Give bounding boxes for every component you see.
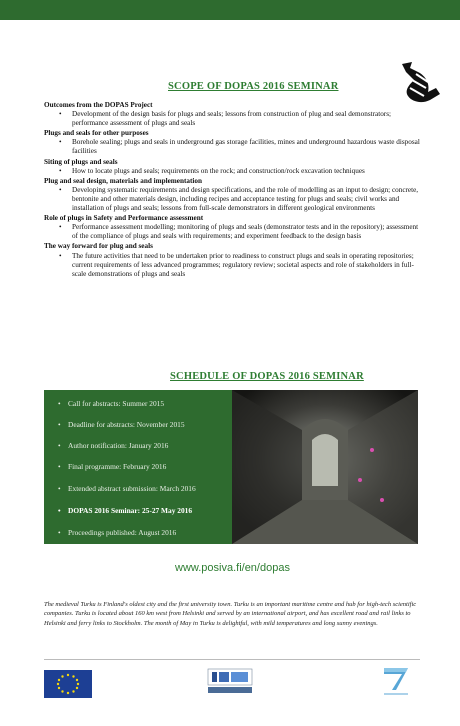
schedule-item: • Call for abstracts: Summer 2015 [58, 399, 165, 408]
schedule-item: • Author notification: January 2016 [58, 441, 169, 450]
schedule-item: • Final programme: February 2016 [58, 462, 167, 471]
seal-animal-logo [396, 58, 442, 106]
schedule-box [44, 390, 232, 544]
top-banner [0, 0, 460, 20]
list-item: • How to locate plugs and seals; requirements on the rock; and construction/rock excavation techniques [59, 166, 365, 175]
list-item: • The future activities that need to be undertaken prior to readiness to construct plugs and seals in operating repositories; current requirements of less advanced programmes; regulatory review; societal aspects and role of stakeholders in full-scale demonstrations of plugs and seals [59, 251, 414, 278]
section-heading: Plug and seal design, materials and implementation [44, 176, 202, 185]
list-item: • Borehole sealing; plugs and seals in underground gas storage facilities, mines and underground hazardous waste disposal facilities [59, 138, 420, 156]
turku-description: The medieval Turku is Finland's oldest city and the first university town. Turku is an important maritime centre and hub for high-tech scientific companies. Turku is located about 160 km west from Helsinki and served by an international airport, and has excellent road and rail links to Helsinki and ferry links to Stockholm. The month of May in Turku is delightful, with mild temperatures and long sunny evenings. [44, 601, 417, 627]
schedule-title: SCHEDULE OF DOPAS 2016 SEMINAR [170, 371, 364, 382]
list-item: • Development of the design basis for plugs and seals; lessons from construction of plug and seal demonstrators; performance assessment of plugs and seals [59, 110, 391, 128]
section-heading: Outcomes from the DOPAS Project [44, 101, 153, 109]
website-link[interactable]: www.posiva.fi/en/dopas [175, 562, 290, 574]
section-heading: Plugs and seals for other purposes [44, 129, 149, 138]
tunnel-photo [232, 390, 418, 544]
section-heading: Role of plugs in Safety and Performance assessment [44, 214, 204, 223]
schedule-item: • Extended abstract submission: March 2016 [58, 484, 196, 493]
section-heading: Siting of plugs and seals [44, 157, 118, 166]
igd-tp-logo [206, 667, 254, 697]
schedule-item: • Deadline for abstracts: November 2015 [58, 420, 185, 429]
schedule-item-seminar: • DOPAS 2016 Seminar: 25-27 May 2016 [58, 506, 193, 515]
section-heading: The way forward for plug and seals [44, 242, 153, 251]
list-item: • Developing systematic requirements and design specifications, and the role of modelling as an input to design; concrete, bentonite and other materials design, including recipes and acceptance testing for plugs and seals; civil works and installation of plugs and seals; lessons from full-scale demonstrators in different geological environments [59, 185, 419, 213]
scope-content [44, 100, 420, 279]
schedule-item: • Proceedings published: August 2016 [58, 528, 177, 537]
fp7-logo [378, 664, 414, 700]
divider [44, 659, 420, 660]
eu-flag-logo [44, 670, 92, 698]
scope-title: SCOPE OF DOPAS 2016 SEMINAR [168, 81, 339, 92]
list-item: • Performance assessment modelling; monitoring of plugs and seals (demonstrator tests and in the repository); assessment of the compliance of plugs and seals with requirements; and experiment feedback to the design basis [59, 223, 419, 241]
